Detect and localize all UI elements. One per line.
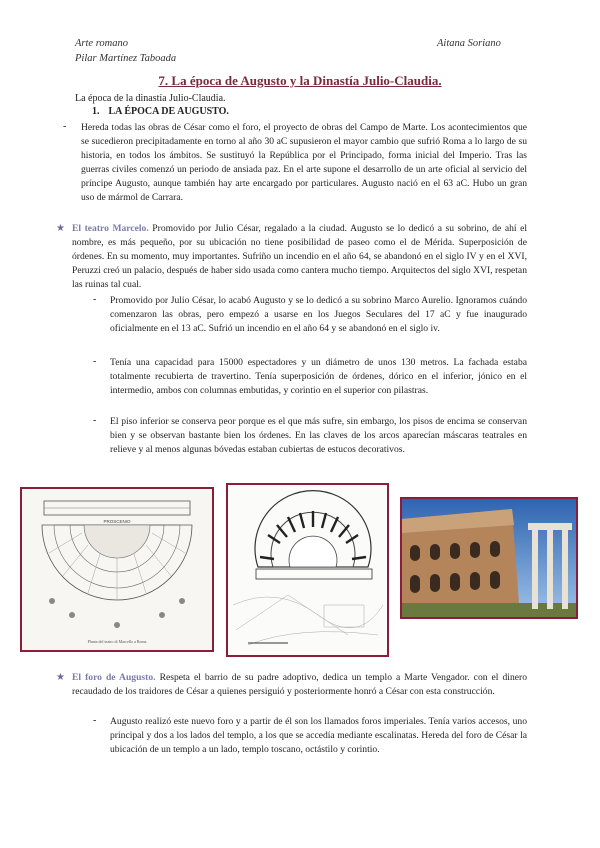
header-professor: Pilar Martínez Taboada [75, 53, 177, 64]
dash-bullet-icon: - [93, 356, 97, 367]
header-author: Aitana Soriano [437, 38, 501, 49]
marcelo-item-1: Promovido por Julio César, lo acabó Augusto y se lo dedicó a su sobrino Marco Aurelio. Ignoramos cuándo comenzaron las obras, pero empezó a usarse en los Juegos Seculares del 17 aC y fue inaugurado oficialmente en el 13 aC. Sufrió un incendio en el año 64 y se abandonó en el siglo iv. [110, 295, 527, 334]
plan-caption: Planta del teatro di Marcello a Roma [87, 639, 147, 644]
marcelo-text: Promovido por Julio César, regalado a la ciudad. Augusto se lo dedicó a su sobrino, de ahí el nombre, es más pequeño, por su ubicación no tiene posibilidad de paseo como el de Mérida. Superposición de órdenes. En su momento, muy importantes. Sufriño un incendio en el año 64, se abandonó en el siglo IV y en el XVI, Peruzzi creó un palacio, después de haber sido usada como cantera mucho tiempo. Arquitectos del siglo XVI, respetan las ruinas tal cual. [72, 223, 527, 290]
foro-paragraph [72, 671, 527, 699]
section-label: LA ÉPOCA DE AUGUSTO. [108, 106, 229, 117]
marcelo-heading: El teatro Marcelo. [72, 223, 149, 234]
dash-bullet-icon: - [93, 415, 97, 426]
page-title: 7. La época de Augusto y la Dinastía Julio-Claudia. [158, 73, 442, 88]
theater-plan-image [20, 487, 214, 652]
marcelo-item-3: El piso inferior se conserva peor porque es el que más sufre, sin embargo, los pisos de encima se conservan bien y se observan bastante bien los órdenes. En las claves de los arcos aparecían máscaras teatrales en relieve y al menos algunas bóvedas estaban cubiertas de estucos decorativos. [110, 416, 527, 455]
foro-item-1: Augusto realizó este nuevo foro y a partir de él son los llamados foros imperiales. Tenía varios accesos, uno principal y dos a los lados del templo, a los que se accedía mediante escalinatas. Hereda del foro de César la ubicación de un templo a un lado, templo toscano, octástilo y corintio. [110, 716, 527, 755]
dash-bullet-icon: - [93, 294, 97, 305]
star-bullet-icon: ★ [56, 223, 65, 234]
intro-paragraph: Hereda todas las obras de César como el foro, el proyecto de obras del Campo de Marte. Los acontecimientos que se sucedieron precipitadamente en torno al año 30 aC supusieron el mayor cambio que sufrió Roma a lo largo de su historia, en todos los ámbitos. Se sustituyó la República por el Principado, forma inicial del Imperio. Tras las guerras civiles comenzó un periodo de ansiada paz. En el arte supone el desarrollo de un arte oficial al servicio del príncipe Augusto, aunque también hay arte encargado por particulares. Augusto nació en el 63 aC. Hubo un gran uso de mármol de Carrara. [81, 122, 527, 203]
foro-heading: El foro de Augusto. [72, 672, 156, 683]
dash-bullet-icon: - [63, 121, 67, 132]
page-subtitle: La época de la dinastía Julio-Claudia. [75, 93, 226, 104]
dash-bullet-icon: - [93, 715, 97, 726]
marcelo-paragraph [72, 222, 527, 292]
theater-engraving-image [226, 483, 389, 657]
section-number: 1. [92, 106, 100, 117]
plan-label: PROSCENIO [103, 519, 131, 524]
section-heading [92, 106, 229, 117]
theater-photo-image [400, 497, 578, 619]
header-course: Arte romano [75, 38, 128, 49]
star-bullet-icon: ★ [56, 672, 65, 683]
marcelo-item-2: Tenía una capacidad para 15000 espectadores y un diámetro de unos 130 metros. La fachada estaba totalmente recubierta de travertino. Tenía superposición de órdenes, dórico en el inferior, jónico en el intermedio, ambos con columnas embutidas, y corintio en el superior con pilastras. [110, 357, 527, 396]
foro-text: Respeta el barrio de su padre adoptivo, dedica un templo a Marte Vengador. con el dinero recaudado de los traidores de César a quienes persiguió y posteriormente honró a César con esta construcción. [72, 672, 527, 697]
